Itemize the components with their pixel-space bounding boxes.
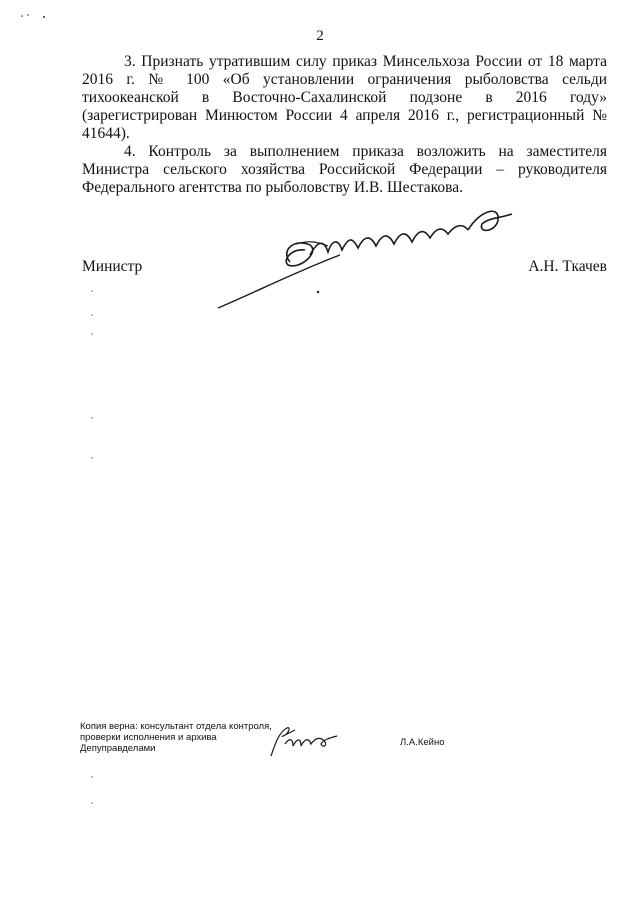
paragraph-3: 3. Признать утратившим силу приказ Минсельхоза России от 18 марта 2016 г. № 100 «Об установлении ограничения рыболовства сельди тихоокеанской в Восточно-Сахалинской подзоне в 2016 году» (зарегистрирован Минюстом России 4 апреля 2016 г., регистрационный № 41644). [82, 53, 607, 142]
certifier-name: Л.А.Кейно [400, 737, 445, 748]
signature-block [82, 258, 607, 278]
certification-line: проверки исполнения и архива [80, 732, 217, 743]
certification-line: Копия верна: консультант отдела контроля, [80, 721, 272, 732]
certification-line: Депуправделами [80, 743, 156, 754]
copy-certification [80, 721, 280, 754]
signatory-title: Министр [82, 258, 143, 275]
certifier-handwritten-signature [265, 722, 345, 762]
signatory-name: А.Н. Ткачев [528, 258, 607, 275]
document-body [82, 53, 607, 197]
paragraph-4: 4. Контроль за выполнением приказа возложить на заместителя Министра сельского хозяйства Российской Федерации – руководителя Федерального агентства по рыболовству И.В. Шестакова. [82, 143, 607, 196]
page-number: 2 [316, 28, 324, 44]
